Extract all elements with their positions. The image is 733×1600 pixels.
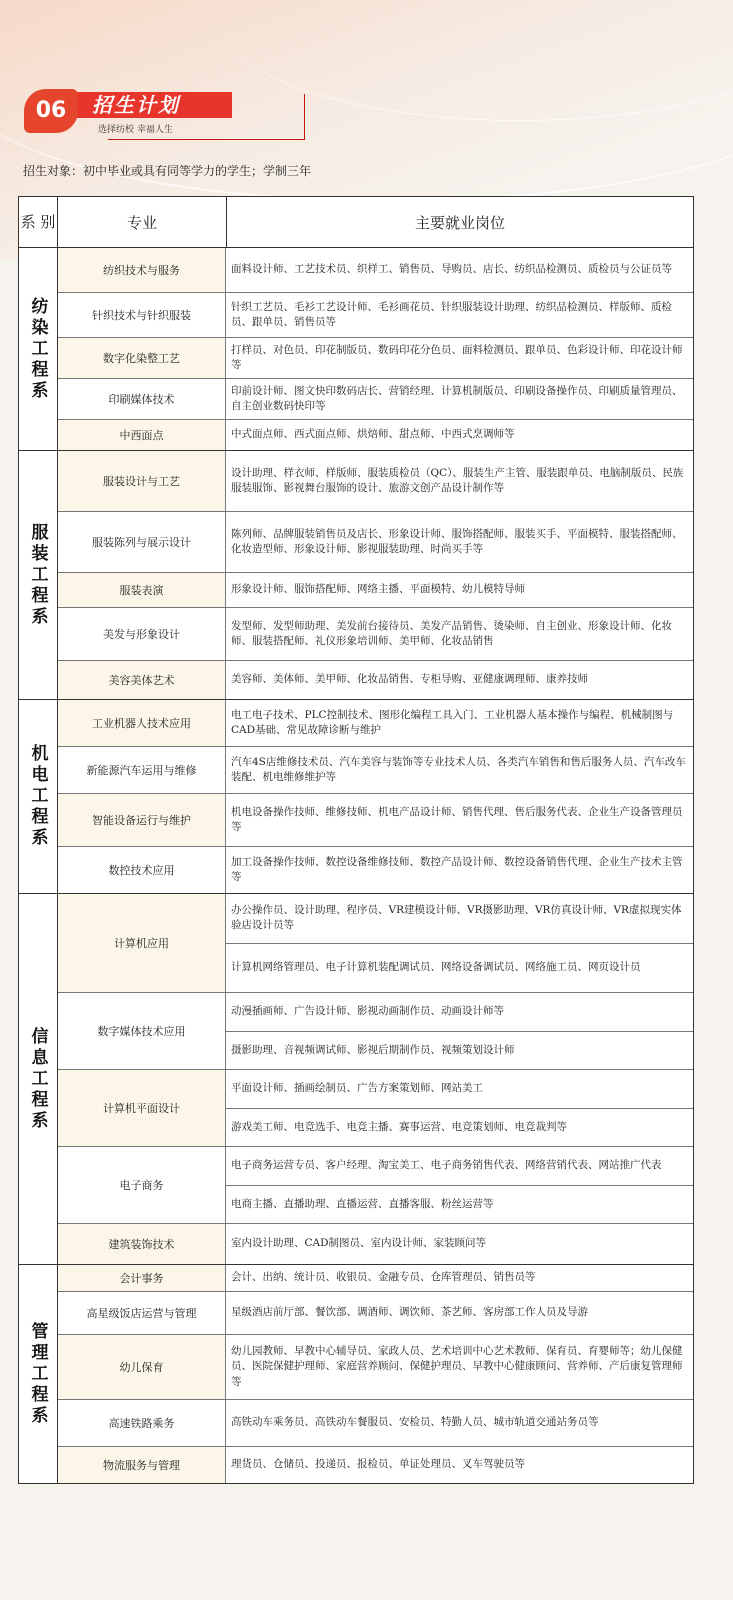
job-cell: 会计、出纳、统计员、收银员、金融专员、仓库管理员、销售员等 [231, 1271, 536, 1284]
major-row [58, 1265, 693, 1292]
job-cell: 面料设计师、工艺技术员、织样工、销售员、导购员、店长、纺织品检测员、质检员与公证员等 [231, 263, 672, 276]
major-name: 计算机平面设计 [58, 1070, 226, 1146]
job-list [226, 1292, 693, 1334]
major-row [58, 420, 693, 450]
job-list [226, 451, 693, 511]
job-cell: 印前设计师、图文快印数码店长、营销经理、计算机制版员、印刷设备操作员、印刷质量管理员、自主创业数码快印等 [231, 384, 683, 412]
major-row [58, 1335, 693, 1400]
major-row [58, 338, 693, 379]
job-list [226, 573, 693, 607]
job-cell: 星级酒店前厅部、餐饮部、调酒师、调饮师、茶艺师、客房部工作人员及导游 [231, 1306, 588, 1319]
major-name: 幼儿保育 [58, 1335, 226, 1399]
job-cell: 电子商务运营专员、客户经理、淘宝美工、电子商务销售代表、网络营销代表、网站推广代表 [226, 1147, 693, 1186]
job-list [226, 1447, 693, 1483]
major-row [58, 1400, 693, 1447]
job-list [226, 338, 693, 378]
job-list [226, 993, 693, 1069]
major-name: 高速铁路乘务 [58, 1400, 226, 1446]
major-row [58, 1147, 693, 1224]
job-list [226, 747, 693, 793]
major-row [58, 993, 693, 1070]
job-cell: 动漫插画师、广告设计师、影视动画制作员、动画设计师等 [226, 993, 693, 1032]
major-name: 服装设计与工艺 [58, 451, 226, 511]
major-row [58, 661, 693, 699]
major-list [58, 248, 693, 450]
job-cell: 理货员、仓储员、投递员、报检员、单证处理员、叉车驾驶员等 [231, 1458, 525, 1471]
job-list [226, 661, 693, 699]
major-row [58, 1447, 693, 1483]
major-name: 会计事务 [58, 1265, 226, 1291]
major-row [58, 1070, 693, 1147]
job-cell: 打样员、对色员、印花制版员、数码印花分色员、面料检测员、跟单员、色彩设计师、印花设计师等 [231, 343, 683, 371]
major-row [58, 747, 693, 794]
major-name: 智能设备运行与维护 [58, 794, 226, 846]
header-major: 专业 [58, 197, 227, 247]
dept-group [19, 451, 693, 700]
major-name: 印刷媒体技术 [58, 379, 226, 419]
job-cell: 陈列师、品牌服装销售员及店长、形象设计师、服饰搭配师、服装买手、平面模特、服装搭配师、化妆造型师、形象设计师、影视服装助理、时尚买手等 [231, 527, 683, 555]
section-title: 招生计划 [70, 92, 232, 118]
major-name: 针织技术与针织服装 [58, 293, 226, 337]
dept-name: 服装工程系 [19, 451, 58, 699]
section-number-badge: 06 [24, 89, 78, 133]
major-list [58, 894, 693, 1264]
job-cell: 办公操作员、设计助理、程序员、VR建模设计师、VR摄影助理、VR仿真设计师、VR虚拟现实体验店设计员等 [226, 894, 693, 944]
major-row [58, 847, 693, 893]
major-row [58, 573, 693, 608]
major-row [58, 379, 693, 420]
enrollment-intro: 招生对象：初中毕业或具有同等学力的学生；学制三年 [23, 164, 312, 178]
major-row [58, 1224, 693, 1264]
job-list [226, 700, 693, 746]
job-cell: 设计助理、样衣师、样版师、服装质检员（QC）、服装生产主管、服装跟单员、电脑制版员、民族服装服饰、影视舞台服饰的设计、旅游文创产品设计制作等 [231, 466, 684, 494]
major-name: 纺织技术与服务 [58, 248, 226, 292]
job-cell: 平面设计师、插画绘制员、广告方案策划师、网站美工 [226, 1070, 693, 1109]
job-list [226, 1400, 693, 1446]
job-cell: 室内设计助理、CAD制图员、室内设计师、家装顾问等 [231, 1237, 487, 1250]
dept-group [19, 248, 693, 451]
job-list [226, 379, 693, 419]
major-list [58, 1265, 693, 1483]
major-name: 服装陈列与展示设计 [58, 512, 226, 572]
major-row [58, 451, 693, 512]
major-row [58, 293, 693, 338]
job-list [226, 1070, 693, 1146]
header-dept: 系 别 [19, 197, 58, 247]
job-cell: 发型师、发型师助理、美发前台接待员、美发产品销售、烫染师、自主创业、形象设计师、化妆师、服装搭配师、礼仪形象培训师、美甲师、化妆品销售 [231, 619, 672, 647]
slogan: 选择纺校 幸福人生 [98, 125, 173, 135]
dept-group [19, 1265, 693, 1483]
major-name: 美发与形象设计 [58, 608, 226, 660]
job-list [226, 248, 693, 292]
major-row [58, 248, 693, 293]
header-jobs: 主要就业岗位 [414, 213, 505, 232]
job-cell: 摄影助理、音视频调试师、影视后期制作员、视频策划设计师 [231, 1043, 515, 1056]
job-list [226, 1265, 693, 1291]
job-cell: 美容师、美体师、美甲师、化妆品销售、专柜导购、亚健康调理师、康养技师 [231, 673, 588, 686]
major-name: 服装表演 [58, 573, 226, 607]
job-list [226, 1147, 693, 1223]
major-row [58, 512, 693, 573]
job-cell: 中式面点师、西式面点师、烘焙师、甜点师、中西式烹调师等 [231, 428, 515, 441]
job-cell: 针织工艺员、毛衫工艺设计师、毛衫画花员、针织服装设计助理、纺织品检测员、样版师、质检员、跟单员、销售员等 [231, 300, 672, 328]
major-row [58, 1292, 693, 1335]
dept-group [19, 700, 693, 894]
major-list [58, 700, 693, 893]
major-name: 工业机器人技术应用 [58, 700, 226, 746]
job-cell: 加工设备操作技师、数控设备维修技师、数控产品设计师、数控设备销售代理、企业生产技术主管等 [231, 855, 683, 883]
dept-name: 机电工程系 [19, 700, 58, 893]
dept-group [19, 894, 693, 1265]
major-name: 数字媒体技术应用 [58, 993, 226, 1069]
major-name: 新能源汽车运用与维修 [58, 747, 226, 793]
job-list [226, 847, 693, 893]
job-cell: 机电设备操作技师、维修技师、机电产品设计师、销售代理、售后服务代表、企业生产设备管理员等 [231, 805, 683, 833]
major-name: 数控技术应用 [58, 847, 226, 893]
major-name: 建筑装饰技术 [58, 1224, 226, 1264]
job-list [226, 1224, 693, 1264]
major-name: 高星级饭店运营与管理 [58, 1292, 226, 1334]
job-list [226, 293, 693, 337]
job-cell: 高铁动车乘务员、高铁动车餐服员、安检员、特勤人员、城市轨道交通站务员等 [231, 1416, 599, 1429]
major-name: 美容美体艺术 [58, 661, 226, 699]
job-cell: 汽车4S店维修技术员、汽车美容与装饰等专业技术人员、各类汽车销售和售后服务人员、汽车改车装配、机电维修维护等 [231, 755, 686, 783]
section-header [24, 86, 284, 144]
major-name: 计算机应用 [58, 894, 226, 992]
major-name: 物流服务与管理 [58, 1447, 226, 1483]
major-list [58, 451, 693, 699]
major-row [58, 794, 693, 847]
job-cell: 形象设计师、服饰搭配师、网络主播、平面模特、幼儿模特导师 [231, 583, 525, 596]
major-row [58, 608, 693, 661]
job-cell: 游戏美工师、电竞选手、电竞主播、赛事运营、电竞策划师、电竞裁判等 [231, 1120, 567, 1133]
job-cell: 计算机网络管理员、电子计算机装配调试员、网络设备调试员、网络施工员、网页设计员 [231, 961, 641, 973]
job-cell: 电工电子技术、PLC控制技术、图形化编程工具入门、工业机器人基本操作与编程、机械制图与CAD基础、常见故障诊断与维护 [231, 708, 674, 736]
job-list [226, 420, 693, 450]
dept-name: 管理工程系 [19, 1265, 58, 1483]
major-name: 电子商务 [58, 1147, 226, 1223]
job-list [226, 1335, 693, 1399]
dept-name: 纺染工程系 [19, 248, 58, 450]
major-row [58, 700, 693, 747]
job-list [226, 608, 693, 660]
job-list [226, 512, 693, 572]
dept-name: 信息工程系 [19, 894, 58, 1264]
job-cell: 电商主播、直播助理、直播运营、直播客服、粉丝运营等 [231, 1197, 494, 1210]
major-name: 中西面点 [58, 420, 226, 450]
job-cell: 幼儿园教师、早教中心辅导员、家政人员、艺术培训中心艺术教师、保育员、育婴师等；幼儿保健员、医院保健护理师、家庭营养顾问、保健护理员、早教中心健康顾问、营养师、产后康复管理师等 [231, 1344, 683, 1388]
table-header [19, 197, 693, 248]
job-list [226, 794, 693, 846]
job-list [226, 894, 693, 992]
major-row [58, 894, 693, 993]
enrollment-table [18, 196, 694, 1484]
major-name: 数字化染整工艺 [58, 338, 226, 378]
